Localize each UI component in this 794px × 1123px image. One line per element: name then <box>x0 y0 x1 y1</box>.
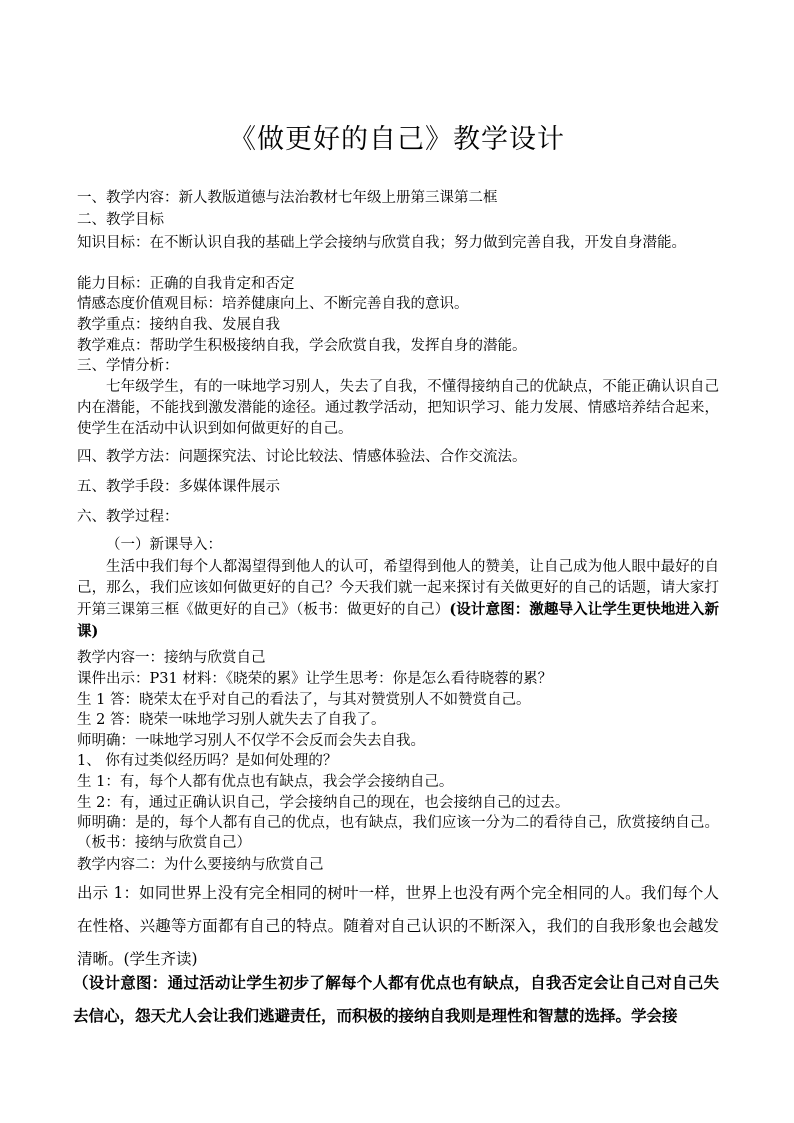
section-teaching-content: 一、教学内容：新人教版道德与法治教材七年级上册第三课第二框 <box>77 190 498 206</box>
emotion-goal: 情感态度价值观目标：培养健康向上、不断完善自我的意识。 <box>77 296 469 312</box>
intro-design-note: (设计意图：激趣导入让学生更快地进入新课) <box>77 601 719 640</box>
ability-goal: 能力目标：正确的自我肯定和否定 <box>77 276 295 292</box>
intro-text: 生活中我们每个人都渴望得到他人的认可，希望得到他人的赞美，让自己成为他人眼中最好的自己，那么，我们应该如何做更好的自己？今天我们就一起来探讨有关做更好的自己的话题，请大家打开第三课第三框《做更好的自己》（板书：做更好的自己） <box>77 559 719 618</box>
section-teaching-means: 五、教学手段：多媒体课件展示 <box>77 479 280 495</box>
subsection-intro: （一）新课导入： <box>106 537 222 553</box>
section-student-analysis: 三、学情分析： <box>77 358 179 374</box>
teacher-clarify-1: 师明确：一味地学习别人不仅学不会反而会失去自我。 <box>77 733 425 749</box>
teaching-content-two: 教学内容二：为什么要接纳与欣赏自己 <box>77 857 324 873</box>
student2-answer: 生 2 答：晓荣一味地学习别人就失去了自我了。 <box>77 712 386 728</box>
intro-paragraph <box>77 557 719 643</box>
teacher-clarify-2: 师明确：是的，每个人都有自己的优点，也有缺点，我们应该一分为二的看待自己，欣赏接纳自己。（板书：接纳与欣赏自己） <box>77 815 719 851</box>
student1-response: 生 1：有，每个人都有优点也有缺点，我会学会接纳自己。 <box>77 774 454 790</box>
section-teaching-methods: 四、教学方法：问题探究法、讨论比较法、情感体验法、合作交流法。 <box>77 449 527 465</box>
student1-answer: 生 1 答：晓荣太在乎对自己的看法了，与其对赞赏别人不如赞赏自己。 <box>77 692 531 708</box>
student2-response: 生 2：有，通过正确认识自己，学会接纳自己的现在，也会接纳自己的过去。 <box>77 795 570 811</box>
page-title: 《做更好的自己》教学设计 <box>229 124 565 155</box>
design-intent-2: （设计意图：通过活动让学生初步了解每个人都有优点也有缺点，自我否定会让自己对自己失去信心，怨天尤人会让我们逃避责任，而积极的接纳自我则是理性和智慧的选择。学会接 <box>73 973 719 1025</box>
section-teaching-goals: 二、教学目标 <box>77 212 164 228</box>
display-1-text: 出示 1：如同世界上没有完全相同的树叶一样，世界上也没有两个完全相同的人。我们每个人在性格、兴趣等方面都有自己的特点。随着对自己认识的不断深入，我们的自我形象也会越发清晰。(学生齐读) <box>77 884 719 968</box>
knowledge-goal: 知识目标：在不断认识自我的基础上学会接纳与欣赏自我；努力做到完善自我，开发自身潜能。 <box>77 235 686 251</box>
difficult-point: 教学难点：帮助学生积极接纳自我，学会欣赏自我，发挥自身的潜能。 <box>77 338 527 354</box>
teaching-content-one: 教学内容一：接纳与欣赏自己 <box>77 650 266 666</box>
student-analysis-text: 七年级学生，有的一味地学习别人，失去了自我，不懂得接纳自己的优缺点，不能正确认识自己内在潜能，不能找到激发潜能的途径。通过教学活动，把知识学习、能力发展、情感培养结合起来，使学生在活动中认识到如何做更好的自己。 <box>77 379 719 437</box>
question-1: 1、 你有过类似经历吗？是如何处理的？ <box>77 753 338 769</box>
section-teaching-process: 六、教学过程： <box>77 509 179 525</box>
key-point: 教学重点：接纳自我、发展自我 <box>77 317 280 333</box>
courseware-display: 课件出示：P31 材料：《晓荣的累》让学生思考：你是怎么看待晓蓉的累？ <box>77 671 553 687</box>
